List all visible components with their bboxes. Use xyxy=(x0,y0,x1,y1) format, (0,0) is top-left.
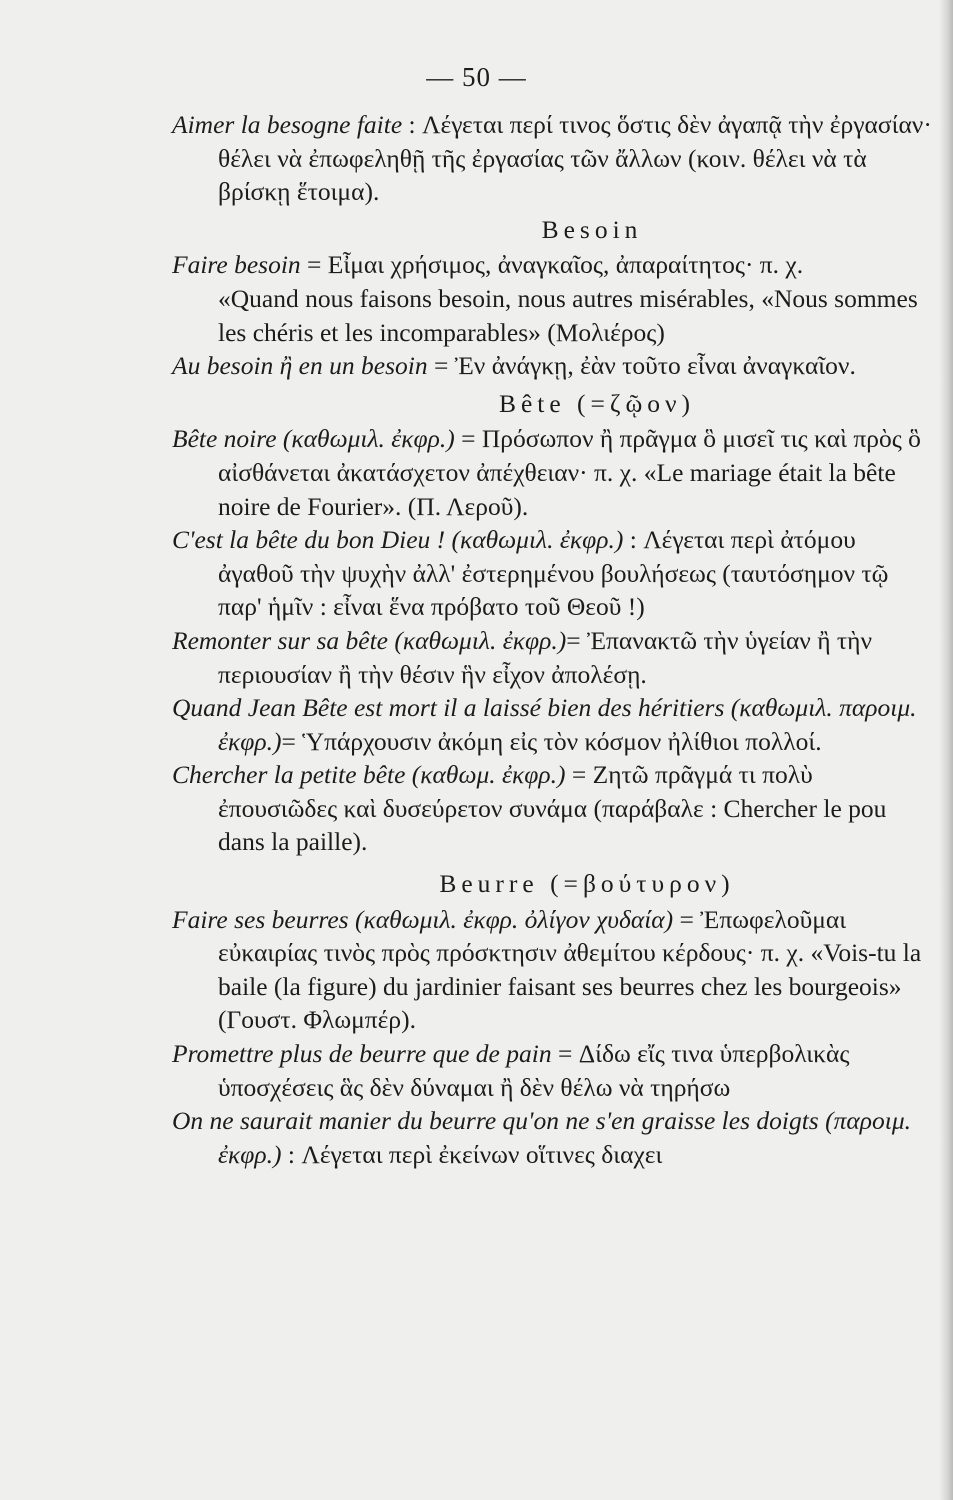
entry-definition: = Ζητῶ πρᾶγμά τι πολὺ ἐπουσιῶδες καὶ δυσεύρετον συνάμα (παράβαλε : Chercher le pou dans la paille). xyxy=(218,760,887,857)
entry-term: Chercher la petite bête (καθωμ. ἐκφρ.) xyxy=(172,760,566,790)
entry-term: Bête noire (καθωμιλ. ἐκφρ.) xyxy=(172,424,455,454)
entry-faire-ses-beurres xyxy=(172,903,932,1037)
entry-definition: = Δίδω εἴς τινα ὑπερβολικὰς ὑποσχέσεις ἃς δὲν δύναμαι ἢ δὲν θέλω νὰ τηρήσω xyxy=(218,1039,850,1102)
entry-term: Au besoin ἢ en un besoin xyxy=(172,351,428,381)
section-heading-beurre: Beurre (=βούτυρον) xyxy=(439,869,735,899)
entry-au-besoin xyxy=(172,349,932,383)
entry-definition: : Λέγεται περὶ ἀτόμου ἀγαθοῦ τὴν ψυχὴν ἀλλ' ἐστερημένου βουλήσεως (ταυτόσημον τῷ παρ' ἡμῖν : εἶναι ἕνα πρόβατο τοῦ Θεοῦ !) xyxy=(218,525,889,622)
entry-aimer-la-besogne xyxy=(172,108,932,209)
entry-term: Remonter sur sa bête (καθωμιλ. ἐκφρ.) xyxy=(172,625,567,655)
entry-on-ne-saurait-manier xyxy=(172,1104,932,1171)
entry-definition: = Ἐπωφελοῦμαι εὐκαιρίας τινὸς πρὸς πρόσκτησιν ἀθεμίτου κέρδους· π. χ. «Vois-tu la baile (la figure) du jardinier faisant ses beurres chez les bourgeois» (Γουστ. Φλωμπέρ). xyxy=(218,904,922,1035)
entry-definition: = Ἐπανακτῶ τὴν ὑγείαν ἢ τὴν περιουσίαν ἢ τὴν θέσιν ἣν εἶχον ἀπολέσῃ. xyxy=(218,625,873,689)
entry-faire-besoin xyxy=(172,248,932,282)
entry-term: Quand Jean Bête est mort il a laissé bien des héritiers (καθωμιλ. παροιμ. ἐκφρ.) xyxy=(172,693,917,756)
entry-bete-du-bon-dieu xyxy=(172,523,932,624)
section-heading-bete: Bête (=ζῷον) xyxy=(498,388,696,418)
entry-definition: : Λέγεται περί τινος ὅστις δὲν ἀγαπᾷ τὴν ἐργασίαν· θέλει νὰ ἐπωφεληθῇ τῆς ἐργασίας τῶν ἄλλων (κοιν. θέλει νὰ τὰ βρίσκῃ ἕτοιμα). xyxy=(218,110,932,207)
entry-remonter-sur-sa-bete xyxy=(172,624,932,691)
entry-term: Promettre plus de beurre que de pain xyxy=(172,1039,552,1069)
dictionary-text xyxy=(172,108,932,1171)
entry-bete-noire xyxy=(172,422,932,523)
entry-term: Faire ses beurres (καθωμιλ. ἐκφρ. ὀλίγον χυδαία) xyxy=(172,904,674,934)
quotation-moliere: «Quand nous faisons besoin, nous autres misérables, «Nous sommes les chéris et les incomparables» (Μολιέρος) xyxy=(218,283,918,347)
entry-definition: = Ὑπάρχουσιν ἀκόμη εἰς τὸν κόσμον ἠλίθιοι πολλοί. xyxy=(281,726,822,756)
page-number: — 50 — xyxy=(426,62,527,92)
page-edge-shadow xyxy=(939,0,953,1500)
entry-term: Aimer la besogne faite xyxy=(172,110,403,139)
entry-term: C'est la bête du bon Dieu ! (καθωμιλ. ἐκφρ.) xyxy=(172,525,624,555)
entry-chercher-la-petite-bete xyxy=(172,758,932,859)
entry-term: On ne saurait manier du beurre qu'on ne s'en graisse les doigts (παροιμ. ἐκφρ.) xyxy=(172,1106,911,1169)
entry-quand-jean-bete xyxy=(172,691,932,758)
entry-definition: = Πρόσωπον ἢ πρᾶγμα ὃ μισεῖ τις καὶ πρὸς ὃ αἰσθάνεται ἀκατάσχετον ἀπέχθειαν· π. χ. «Le mariage était la bête noire de Fourier». (Π. Λεροῦ). xyxy=(218,424,921,521)
entry-definition: = Ἐν ἀνάγκῃ, ἐὰν τοῦτο εἶναι ἀναγκαῖον. xyxy=(427,351,856,381)
entry-term: Faire besoin xyxy=(172,250,301,280)
entry-promettre-plus-de-beurre xyxy=(172,1037,932,1104)
entry-definition: = Εἶμαι χρήσιμος, ἀναγκαῖος, ἀπαραίτητος· π. χ. xyxy=(300,250,804,280)
section-heading-besoin: Besoin xyxy=(541,214,643,244)
entry-definition: : Λέγεται περὶ ἐκείνων οἵτινες διαχει xyxy=(281,1139,663,1169)
